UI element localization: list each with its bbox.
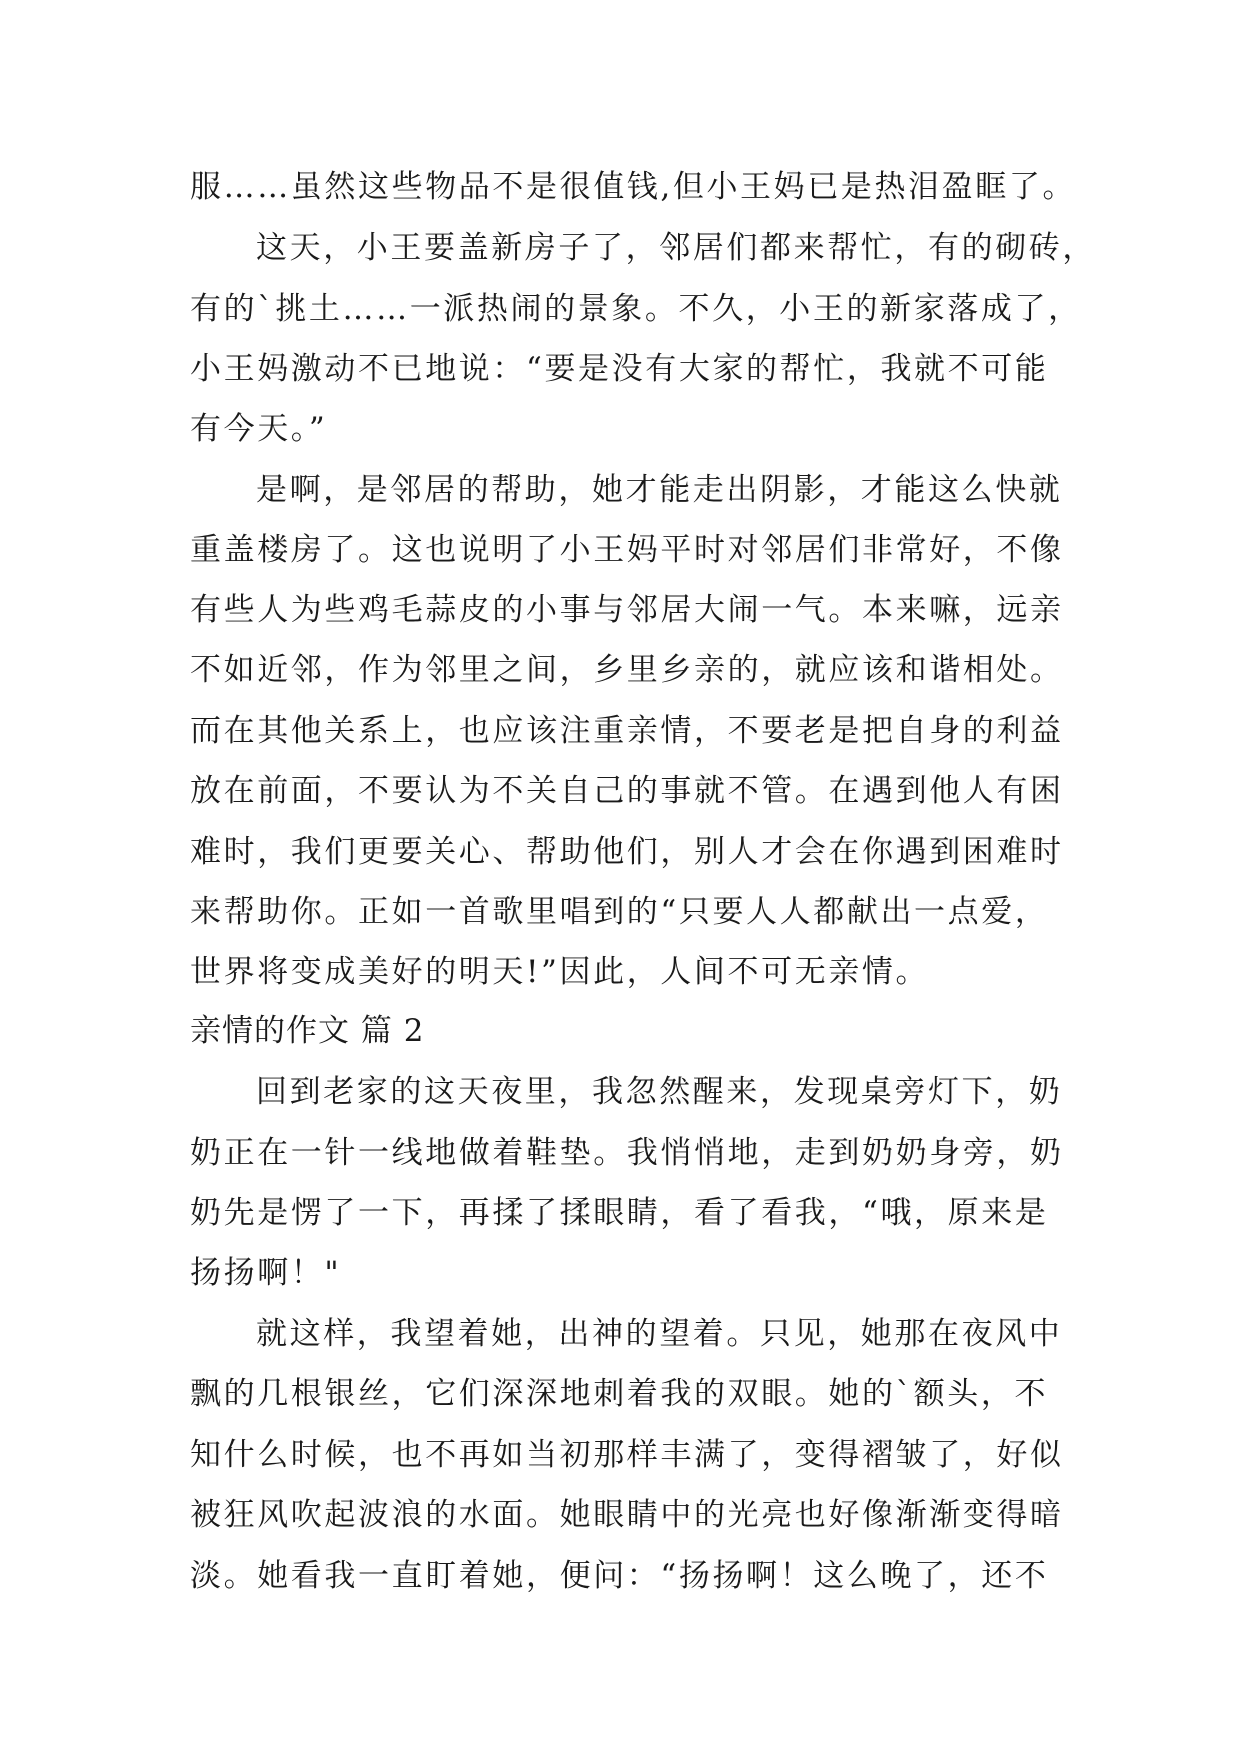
- text-line: 有些人为些鸡毛蒜皮的小事与邻居大闹一气。本来嘛，远亲: [190, 592, 1064, 628]
- paragraph-first-line: 就这样，我望着她，出神的望着。只见，她那在夜风中: [256, 1316, 1063, 1352]
- text-line: 重盖楼房了。这也说明了小王妈平时对邻居们非常好，不像: [190, 532, 1064, 568]
- text-line: 奶正在一针一线地做着鞋垫。我悄悄地，走到奶奶身旁，奶: [190, 1135, 1064, 1171]
- text-line: 而在其他关系上，也应该注重亲情，不要老是把自身的利益: [190, 713, 1064, 749]
- paragraph-first-line: 这天，小王要盖新房子了，邻居们都来帮忙，有的砌砖，: [256, 230, 1096, 266]
- text-line: 小王妈激动不已地说：“要是没有大家的帮忙，我就不可能: [190, 351, 1049, 387]
- paragraph-first-line: 回到老家的这天夜里，我忽然醒来，发现桌旁灯下，奶: [256, 1074, 1063, 1110]
- text-line: 奶先是愣了一下，再揉了揉眼睛，看了看我，“哦，原来是: [190, 1195, 1049, 1231]
- text-line: 有今天。”: [190, 411, 328, 447]
- text-line: 知什么时候，也不再如当初那样丰满了，变得褶皱了，好似: [190, 1437, 1064, 1473]
- text-line: 来帮助你。正如一首歌里唱到的“只要人人都献出一点爱，: [190, 894, 1049, 930]
- text-line: 飘的几根银丝，它们深深地刺着我的双眼。她的`额头，不: [190, 1376, 1049, 1412]
- text-line: 有的`挑土……一派热闹的景象。不久，小王的新家落成了，: [190, 291, 1082, 327]
- text-line: 难时，我们更要关心、帮助他们，别人才会在你遇到困难时: [190, 834, 1064, 870]
- text-line: 扬扬啊！": [190, 1255, 342, 1291]
- section-heading: 亲情的作文 篇 2: [190, 1013, 425, 1049]
- text-line: 放在前面，不要认为不关自己的事就不管。在遇到他人有困: [190, 773, 1064, 809]
- text-line: 世界将变成美好的明天!”因此，人间不可无亲情。: [190, 954, 930, 990]
- paragraph-first-line: 是啊，是邻居的帮助，她才能走出阴影，才能这么快就: [256, 472, 1063, 508]
- text-line: 被狂风吹起波浪的水面。她眼睛中的光亮也好像渐渐变得暗: [190, 1497, 1064, 1533]
- text-line: 不如近邻，作为邻里之间，乡里乡亲的，就应该和谐相处。: [190, 652, 1064, 688]
- text-line: 淡。她看我一直盯着她，便问：“扬扬啊！这么晚了，还不: [190, 1558, 1049, 1594]
- text-line: 服……虽然这些物品不是很值钱,但小王妈已是热泪盈眶了。: [190, 169, 1077, 205]
